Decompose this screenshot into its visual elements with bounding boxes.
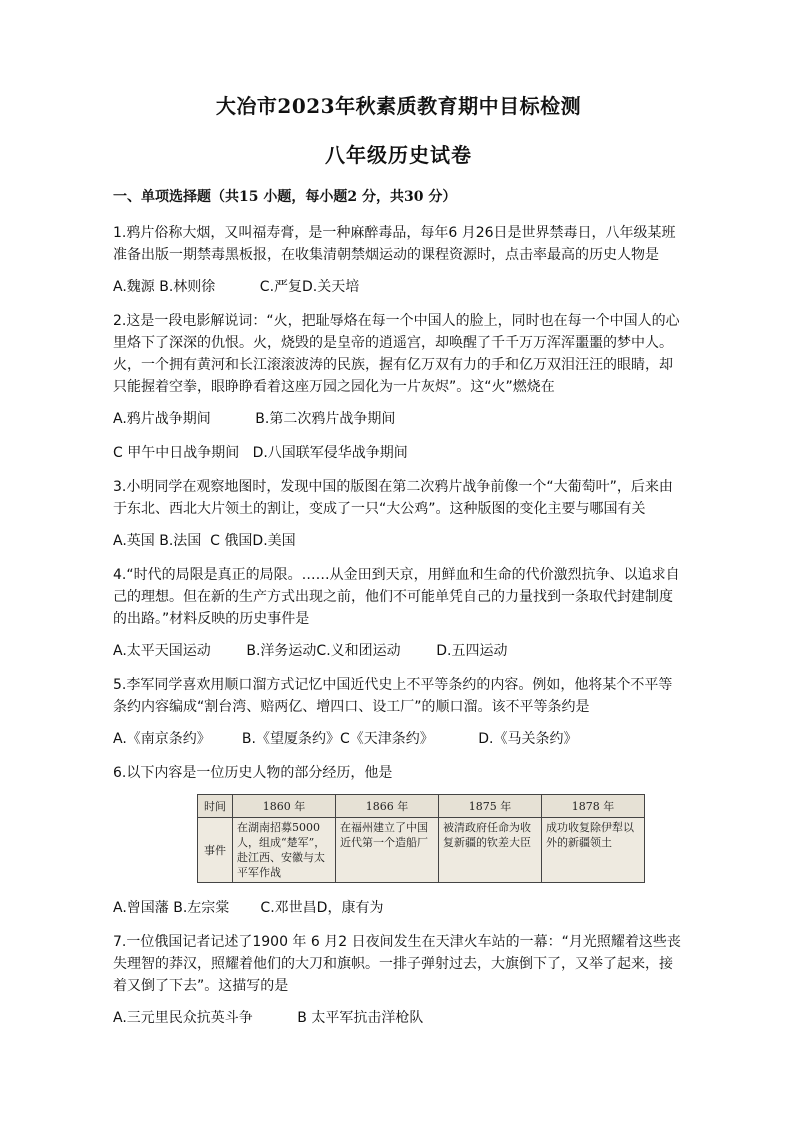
- question-stem: 6.以下内容是一位历史人物的部分经历，他是: [113, 765, 393, 781]
- question-options: A.太平天国运动 B.洋务运动C.义和团运动 D.五四运动: [113, 643, 508, 659]
- question-options: C 甲午中日战争期间 D.八国联军侵华战争期间: [113, 445, 408, 461]
- table-year: 1878 年: [542, 795, 645, 818]
- question-stem: 7.一位俄国记者记述了1900 年 6 月2 日夜间发生在天津火车站的一幕：“月光照耀着这些丧失理智的莽汉，照耀着他们的大刀和旗帜。一排子弹射过去，大旗倒下了，又举了起来，接着又倒了下去”。这描写的是: [113, 934, 681, 994]
- question-options: A.魏源 B.林则徐 C.严复D.关天培: [113, 279, 360, 295]
- exam-title: 大冶市2023年秋素质教育期中目标检测: [215, 94, 582, 118]
- question-options: A.三元里民众抗英斗争 B 太平军抗击洋枪队: [113, 1010, 424, 1026]
- question-6: [113, 762, 684, 919]
- question-stem: 1.鸦片俗称大烟，又叫福寿膏，是一种麻醉毒品，每年6 月26日是世界禁毒日，八年级某班准备出版一期禁毒黑板报，在收集清朝禁烟运动的课程资源时，点击率最高的历史人物是: [113, 225, 676, 263]
- question-options: A.曾国藩 B.左宗棠 C.邓世昌D，康有为: [113, 900, 384, 916]
- table-cell: 在湖南招募5000人，组成“楚军”，赴江西、安徽与太平军作战: [233, 818, 336, 883]
- question-stem: 3.小明同学在观察地图时，发现中国的版图在第二次鸦片战争前像一个“大葡萄叶”，后来由于东北、西北大片领土的割让，变成了一只“大公鸡”。这种版图的变化主要与哪国有关: [113, 479, 673, 517]
- table-year: 1860 年: [233, 795, 336, 818]
- table-year: 1866 年: [336, 795, 439, 818]
- question-3: [113, 476, 684, 552]
- table-year: 1875 年: [439, 795, 542, 818]
- section-heading: 一、单项选择题（共15 小题，每小题2 分，共30 分）: [113, 189, 457, 205]
- table-cell: 被清政府任命为收复新疆的钦差大臣: [439, 818, 542, 883]
- question-stem: 2.这是一段电影解说词：“火，把耻辱烙在每一个中国人的脸上，同时也在每一个中国人的心里烙下了深深的仇恨。火，烧毁的是皇帝的逍遥宫，却唤醒了千千万万浑浑噩噩的梦中人。火，一个拥有黄河和长江滚滚波涛的民族，握有亿万双有力的手和亿万双泪汪汪的眼睛，却只能握着空拳，眼睁睁看着这座万园之园化为一片灰烬”。这“火”燃烧在: [113, 313, 680, 395]
- question-7: [113, 931, 684, 1029]
- table-header-row: [198, 795, 645, 818]
- table-cell: 在福州建立了中国近代第一个造船厂: [336, 818, 439, 883]
- table-cell: 成功收复除伊犁以外的新疆领土: [542, 818, 645, 883]
- table-row-header: 时间: [198, 795, 233, 818]
- question-5: [113, 674, 684, 750]
- table-row: [198, 818, 645, 883]
- question-2: [113, 310, 684, 464]
- table-row-header: 事件: [198, 818, 233, 883]
- exam-subtitle: 八年级历史试卷: [325, 143, 472, 167]
- question-options: A.鸦片战争期间 B.第二次鸦片战争期间: [113, 411, 396, 427]
- question-stem: 4.“时代的局限是真正的局限。……从金田到天京，用鲜血和生命的代价激烈抗争、以追求自己的理想。但在新的生产方式出现之前，他们不可能单凭自己的力量找到一条取代封建制度的出路。”材料反映的历史事件是: [113, 567, 680, 627]
- question-options: A.英国 B.法国 C 俄国D.美国: [113, 533, 296, 549]
- question-stem: 5.李军同学喜欢用顺口溜方式记忆中国近代史上不平等条约的内容。例如，他将某个不平等条约内容编成“割台湾、赔两亿、增四口、设工厂”的顺口溜。该不平等条约是: [113, 677, 673, 715]
- question-1: [113, 222, 684, 298]
- question-4: [113, 564, 684, 662]
- question-options: A.《南京条约》 B.《望厦条约》C《天津条约》 D.《马关条约》: [113, 731, 578, 747]
- history-table: [197, 794, 645, 883]
